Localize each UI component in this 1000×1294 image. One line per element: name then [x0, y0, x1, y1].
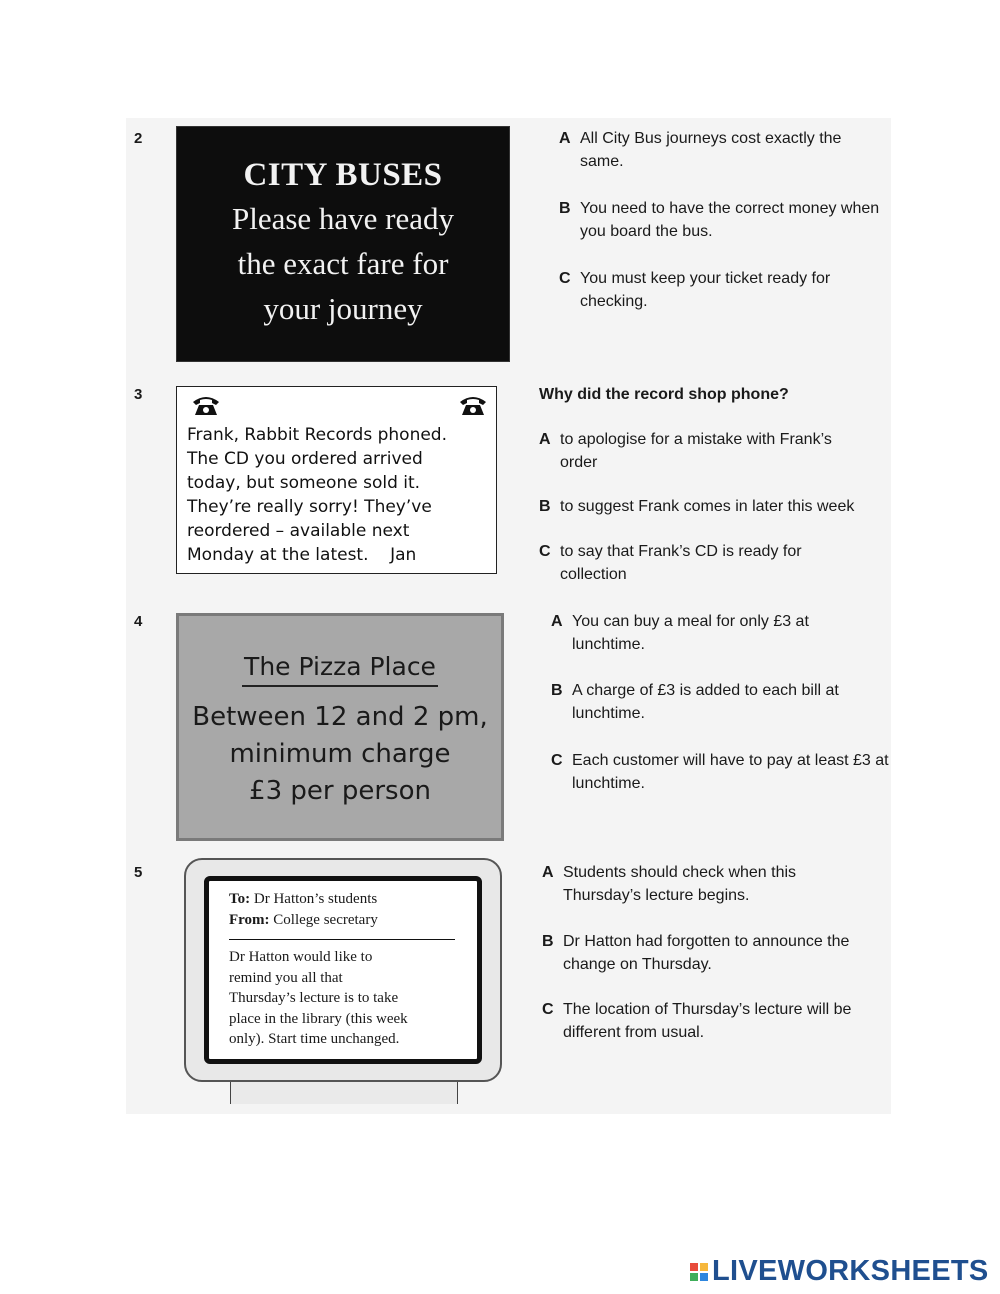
option-text: Each customer will have to pay at least £3 at lunchtime. [572, 752, 889, 792]
option-letter: C [559, 270, 571, 287]
note-line: Frank, Rabbit Records phoned. [187, 425, 447, 445]
option-letter: A [539, 431, 551, 448]
sign-line: your journey [263, 291, 423, 326]
option-letter: A [542, 864, 554, 881]
option-letter: B [559, 200, 571, 217]
sign-line: Please have ready [231, 201, 455, 236]
monitor-stand [230, 1082, 458, 1104]
logo-square [690, 1263, 698, 1271]
sign-line: £3 per person [249, 776, 431, 806]
pizza-place-sign [176, 613, 504, 841]
computer-monitor [184, 858, 502, 1082]
option-text: A charge of £3 is added to each bill at lunchtime. [572, 682, 839, 722]
option-letter: A [559, 130, 571, 147]
note-line: today, but someone sold it. [187, 473, 421, 493]
email-to: Dr Hatton’s students [253, 891, 378, 907]
email-line: Dr Hatton would like to [229, 949, 373, 965]
email-header [229, 889, 378, 931]
liveworksheets-logo[interactable] [690, 1255, 989, 1288]
divider [229, 939, 455, 940]
email-line: remind you all that [229, 969, 343, 986]
to-label: To: [229, 891, 251, 907]
logo-text: LIVEWORKSHEETS [712, 1255, 989, 1287]
note-line: reordered – available next [187, 521, 410, 541]
option-letter: A [551, 613, 563, 630]
question-number-2: 2 [134, 130, 143, 147]
sign-line: the exact fare for [237, 246, 449, 281]
question-number-3: 3 [134, 386, 143, 403]
option-2a[interactable] [559, 127, 889, 173]
option-text: Students should check when this Thursday’s lecture begins. [563, 864, 797, 904]
email-screen [204, 876, 482, 1064]
option-2b[interactable] [559, 197, 889, 243]
option-letter: C [551, 752, 563, 769]
logo-square [690, 1273, 698, 1281]
logo-square [700, 1263, 708, 1271]
option-letter: C [539, 543, 551, 560]
logo-square [700, 1273, 708, 1281]
option-text: All City Bus journeys cost exactly the same. [580, 130, 842, 170]
note-line: They’re really sorry! They’ve [187, 497, 432, 517]
city-buses-sign [176, 126, 510, 362]
option-text: to say that Frank’s CD is ready for collection [560, 543, 802, 583]
sign-line: minimum charge [229, 739, 451, 769]
question-number-4: 4 [134, 613, 143, 630]
email-line: place in the library (this week [229, 1010, 408, 1027]
option-5c[interactable] [542, 998, 872, 1044]
option-5a[interactable] [542, 861, 872, 907]
sign-line: Between 12 and 2 pm, [192, 702, 488, 732]
option-letter: B [539, 498, 551, 515]
option-text: to suggest Frank comes in later this week [560, 498, 855, 515]
question-3-prompt: Why did the record shop phone? [539, 386, 789, 403]
telephone-icon [458, 393, 488, 417]
sign-heading: CITY BUSES [243, 157, 443, 193]
option-3b[interactable] [539, 495, 889, 518]
phone-message-note [176, 386, 497, 574]
note-text [187, 423, 447, 567]
from-label: From: [229, 912, 270, 928]
option-3a[interactable] [539, 428, 869, 474]
email-from: College secretary [273, 912, 378, 928]
telephone-icon [191, 393, 221, 417]
option-4c[interactable] [551, 749, 891, 795]
option-4a[interactable] [551, 610, 871, 656]
option-letter: B [542, 933, 554, 950]
logo-squares-icon [690, 1263, 708, 1281]
email-line: Thursday’s lecture is to take [229, 990, 399, 1006]
option-text: You must keep your ticket ready for checking. [580, 270, 831, 310]
option-2c[interactable] [559, 267, 889, 313]
option-text: Dr Hatton had forgotten to announce the change on Thursday. [563, 933, 850, 973]
option-letter: B [551, 682, 563, 699]
note-line: Monday at the latest. Jan [187, 545, 417, 565]
option-text: You need to have the correct money when you board the bus. [580, 200, 880, 240]
email-line: only). Start time unchanged. [229, 1031, 400, 1047]
note-line: The CD you ordered arrived [187, 449, 423, 469]
option-5b[interactable] [542, 930, 872, 976]
option-text: to apologise for a mistake with Frank’s order [560, 431, 832, 471]
option-text: The location of Thursday’s lecture will be different from usual. [563, 1001, 852, 1041]
option-4b[interactable] [551, 679, 886, 725]
option-letter: C [542, 1001, 554, 1018]
sign-heading: The Pizza Place [242, 652, 438, 687]
email-body [229, 947, 469, 1050]
option-3c[interactable] [539, 540, 839, 586]
option-text: You can buy a meal for only £3 at lunchtime. [572, 613, 809, 653]
question-number-5: 5 [134, 864, 143, 881]
